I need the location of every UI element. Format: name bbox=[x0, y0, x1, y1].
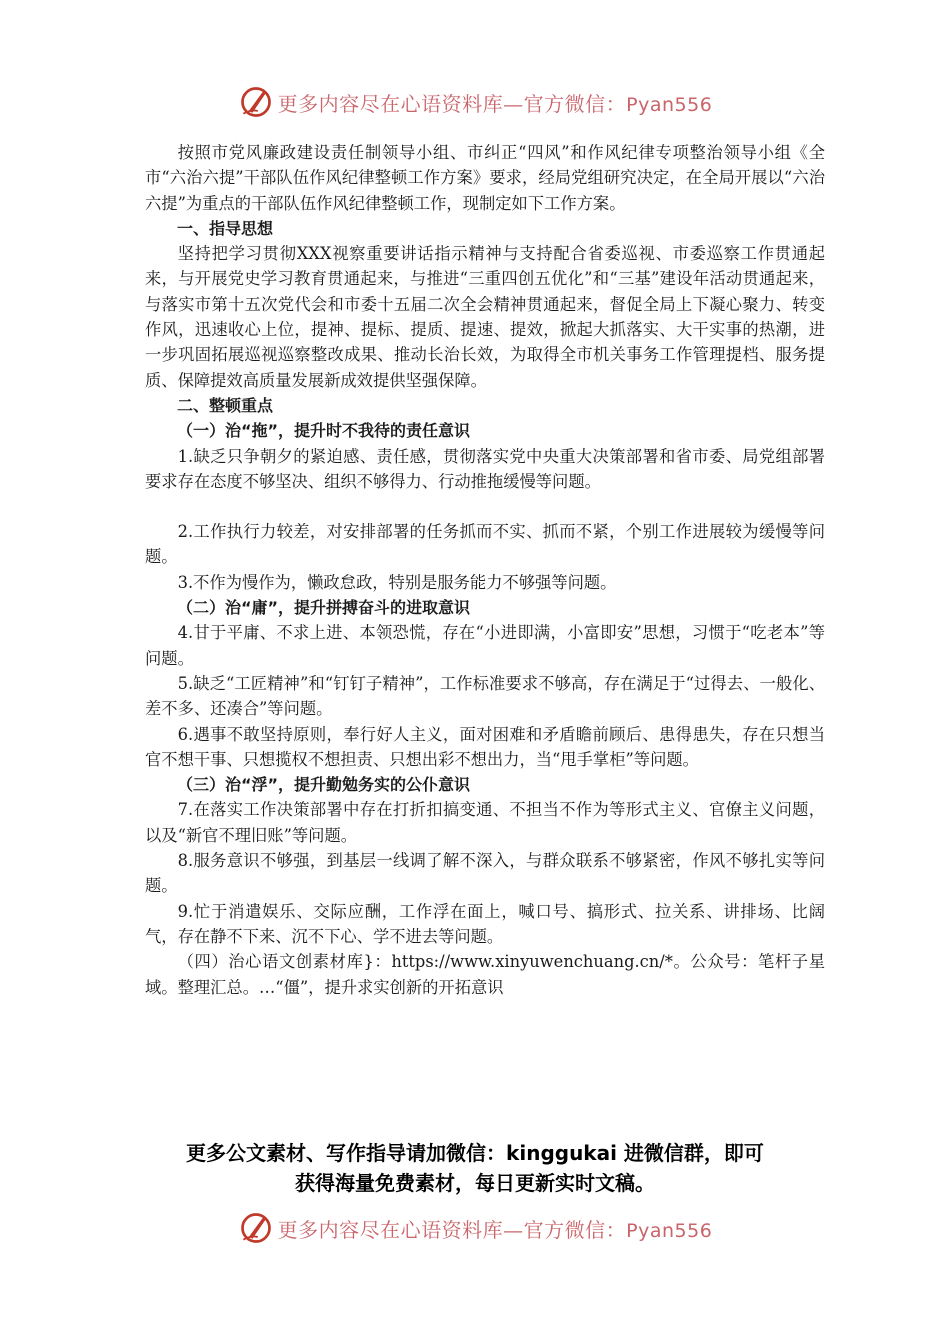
blank-line bbox=[145, 494, 825, 519]
banner-wechat-id: Pyan556 bbox=[626, 1219, 713, 1242]
pen-circle-logo-icon bbox=[238, 84, 274, 120]
sub3-heading: （三）治“浮”，提升勤勉务实的公仆意识 bbox=[177, 775, 471, 795]
list-item: 5.缺乏“工匠精神”和“钉钉子精神”，工作标准要求不够高，存在满足于“过得去、一般化、差不多、还凑合”等问题。 bbox=[145, 673, 825, 719]
sub2-heading: （二）治“庸”，提升拼搏奋斗的进取意识 bbox=[177, 598, 471, 618]
sub4-line: （四）治心语文创素材库}：https://www.xinyuwenchuang.cn/*。公众号：笔杆子星域。整理汇总。…“僵”，提升求实创新的开拓意识 bbox=[145, 952, 825, 997]
document-body bbox=[145, 140, 825, 1000]
banner-text: 更多内容尽在心语资料库—官方微信：Pyan556 bbox=[277, 1217, 713, 1242]
section1-body: 坚持把学习贯彻XXX视察重要讲话指示精神与支持配合省委巡视、市委巡察工作贯通起来，与开展党史学习教育贯通起来，与推进“三重四创五优化”和“三基”建设年活动贯通起来，与落实市第十五次党代会和市委十五届二次全会精神贯通起来，督促全局上下凝心聚力、转变作风，迅速收心上位，提神、提标、提质、提速、提效，掀起大抓落实、大干实事的热潮，进一步巩固拓展巡视巡察整改成果、推动长治长效，为取得全市机关事务工作管理提档、服务提质、保障提效高质量发展新成效提供坚强保障。 bbox=[145, 244, 825, 390]
list-item: 7.在落实工作决策部署中存在打折扣搞变通、不担当不作为等形式主义、官僚主义问题，以及“新官不理旧账”等问题。 bbox=[145, 800, 825, 845]
pen-circle-logo-icon bbox=[238, 1210, 274, 1246]
list-item: 6.遇事不敢坚持原则，奉行好人主义，面对困难和矛盾瞻前顾后、患得患失，存在只想当官不想干事、只想揽权不想担责、只想出彩不想出力，当“甩手掌柜”等问题。 bbox=[145, 724, 825, 769]
list-item: 4.甘于平庸、不求上进、本领恐慌，存在“小进即满，小富即安”思想，习惯于“吃老本”等问题。 bbox=[145, 623, 825, 668]
bottom-banner bbox=[0, 1208, 950, 1248]
top-banner bbox=[0, 82, 950, 122]
intro-paragraph: 按照市党风廉政建设责任制领导小组、市纠正“四风”和作风纪律专项整治领导小组《全市“六治六提”干部队伍作风纪律整顿工作方案》要求，经局党组研究决定，在全局开展以“六治六提”为重点的干部队伍作风纪律整顿工作，现制定如下工作方案。 bbox=[145, 143, 825, 213]
section2-heading: 二、整顿重点 bbox=[177, 395, 274, 415]
section1-heading: 一、指导思想 bbox=[177, 218, 274, 238]
list-item: 9.忙于消遣娱乐、交际应酬，工作浮在面上，喊口号、搞形式、拉关系、讲排场、比阔气，存在静不下来、沉不下心、学不进去等问题。 bbox=[145, 901, 825, 946]
list-item: 8.服务意识不够强，到基层一线调了解不深入，与群众联系不够紧密，作风不够扎实等问题。 bbox=[145, 851, 825, 896]
promo-line-2: 获得海量免费素材，每日更新实时文稿。 bbox=[295, 1171, 655, 1195]
banner-wechat-id: Pyan556 bbox=[626, 93, 713, 116]
banner-text: 更多内容尽在心语资料库—官方微信：Pyan556 bbox=[277, 91, 713, 116]
sub1-heading: （一）治“拖”，提升时不我待的责任意识 bbox=[177, 421, 471, 441]
list-item: 2.工作执行力较差，对安排部署的任务抓而不实、抓而不紧，个别工作进展较为缓慢等问题。 bbox=[145, 522, 825, 567]
list-item: 3.不作为慢作为，懒政怠政，特别是服务能力不够强等问题。 bbox=[177, 572, 617, 592]
promo-note bbox=[0, 1138, 950, 1198]
list-item: 1.缺乏只争朝夕的紧迫感、责任感，贯彻落实党中央重大决策部署和省市委、局党组部署要求存在态度不够坚决、组织不够得力、行动推拖缓慢等问题。 bbox=[145, 446, 825, 491]
promo-line-1: 更多公文素材、写作指导请加微信：kinggukai 进微信群，即可 bbox=[186, 1141, 764, 1165]
